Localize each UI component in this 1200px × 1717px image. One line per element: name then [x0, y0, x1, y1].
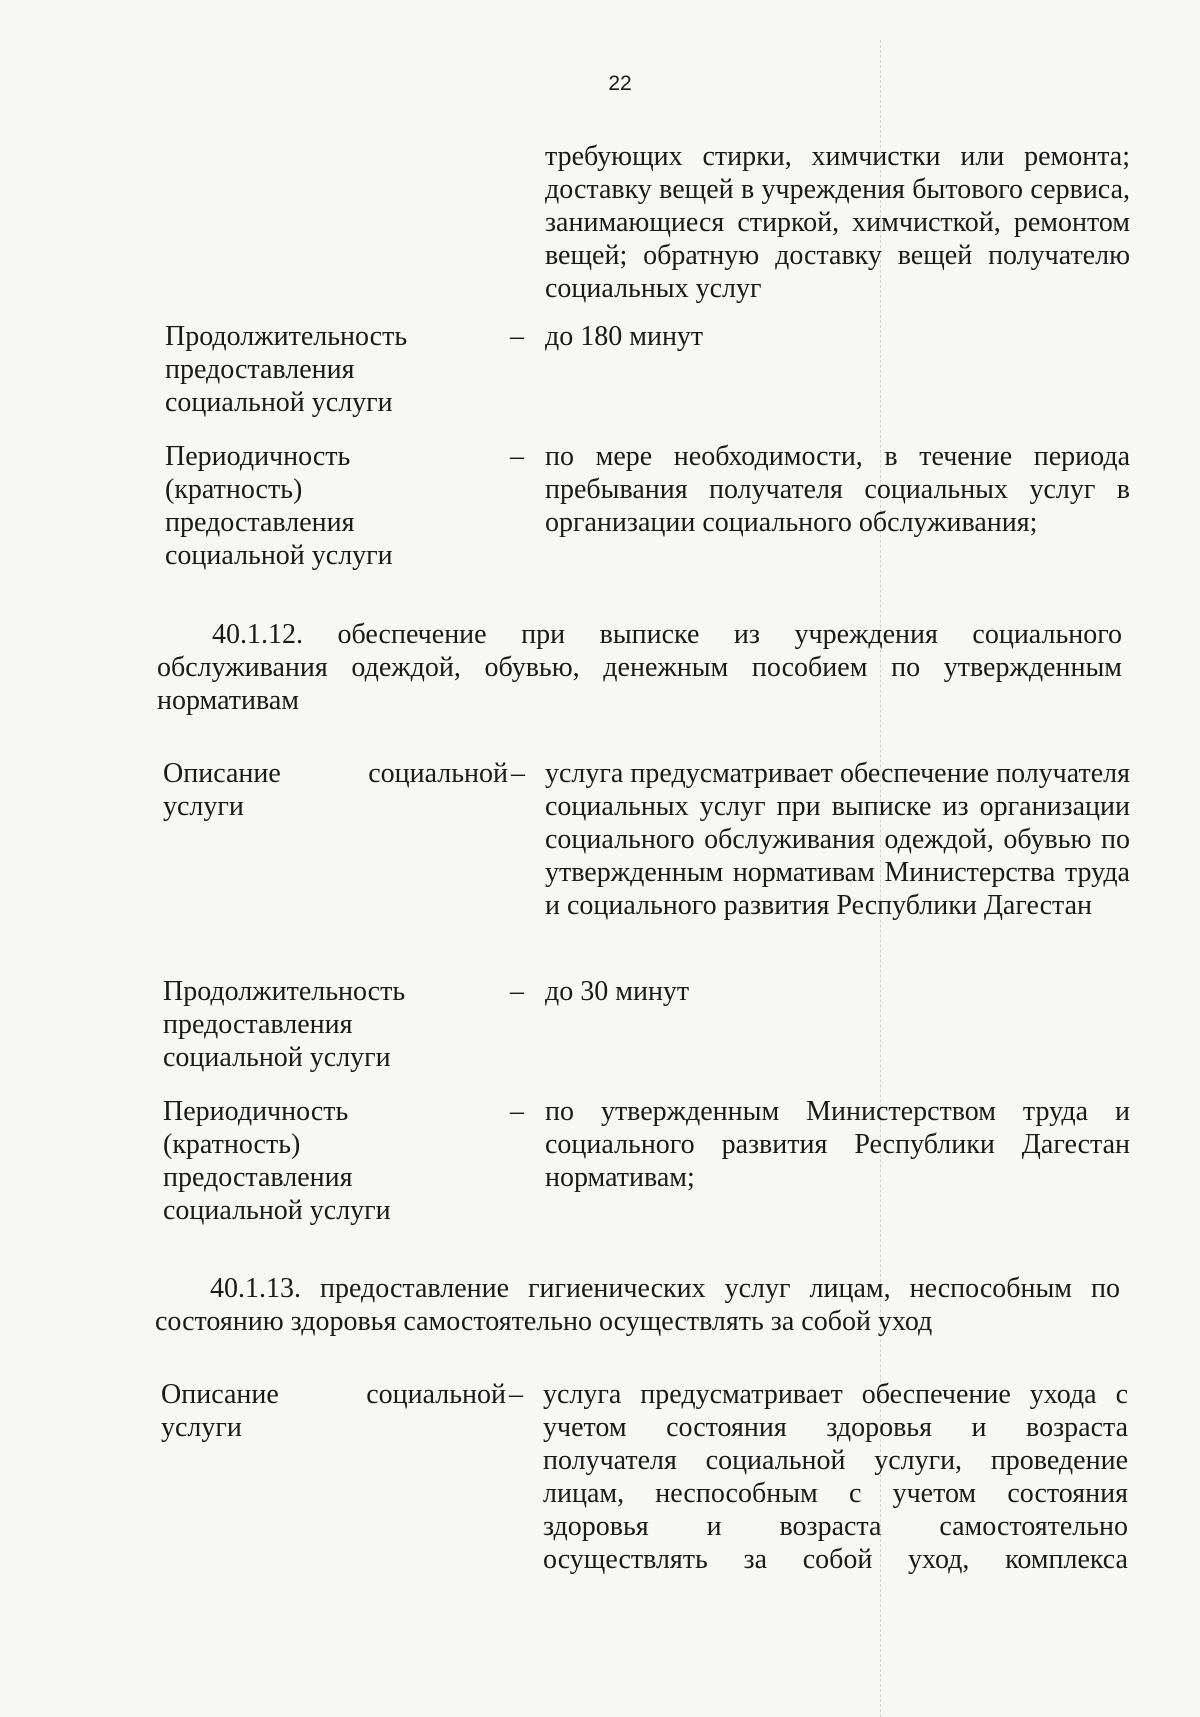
label-word: социальной [368, 758, 508, 789]
frequency-label: Периодичность (кратность) предоставления социальной услуги [163, 1096, 391, 1226]
dash: – [509, 1379, 523, 1410]
description-label [161, 1378, 506, 1444]
duration-value: до 30 минут [545, 976, 690, 1007]
section-heading-40-1-12 [157, 618, 1122, 717]
frequency-value: по утвержденным Министерством труда и социального развития Республики Дагестан нормативам; [545, 1096, 1130, 1193]
frequency-value: по мере необходимости, в течение периода пребывания получателя социальных услуг в организации социального обслуживания; [545, 441, 1130, 538]
page-number: 22 [608, 72, 632, 95]
description-value: услуга предусматривает обеспечение ухода с учетом состояния здоровья и возраста получателя социальной услуги, проведение лицам, неспособным с учетом состояния здоровья и возраста самостоятельно осуществлять за собой уход, комплекса [543, 1379, 1128, 1575]
dash: – [510, 1096, 524, 1127]
duration-value: до 180 минут [545, 321, 704, 352]
label-word: социальной [366, 1379, 506, 1410]
label-word: услуги [161, 1412, 242, 1443]
description-label [163, 757, 508, 823]
dash: – [511, 758, 525, 789]
label-word: Описание [161, 1379, 279, 1410]
label-word: Описание [163, 758, 281, 789]
frequency-label: Периодичность (кратность) предоставления социальной услуги [165, 441, 393, 571]
section-heading-text: 40.1.12. обеспечение при выписке из учреждения социального обслуживания одеждой, обувью, денежным пособием по утвержденным нормативам [157, 619, 1122, 716]
continuation-text: требующих стирки, химчистки или ремонта; доставку вещей в учреждения бытового сервиса, занимающиеся стиркой, химчисткой, ремонтом вещей; обратную доставку вещей получателю социальных услуг [545, 141, 1130, 304]
dash: – [510, 976, 524, 1007]
description-value: услуга предусматривает обеспечение получателя социальных услуг при выписке из организации социального обслуживания одеждой, обувью по утвержденным нормативам Министерства труда и социального развития Республики Дагестан [545, 758, 1130, 921]
duration-label: Продолжительность предоставления социальной услуги [165, 321, 408, 418]
section-heading-text: 40.1.13. предоставление гигиенических услуг лицам, неспособным по состоянию здоровья самостоятельно осуществлять за собой уход [155, 1273, 1120, 1337]
duration-label: Продолжительность предоставления социальной услуги [163, 976, 406, 1073]
dash: – [510, 321, 524, 352]
section-heading-40-1-13 [155, 1272, 1120, 1338]
label-word: услуги [163, 791, 244, 822]
dash: – [510, 441, 524, 472]
